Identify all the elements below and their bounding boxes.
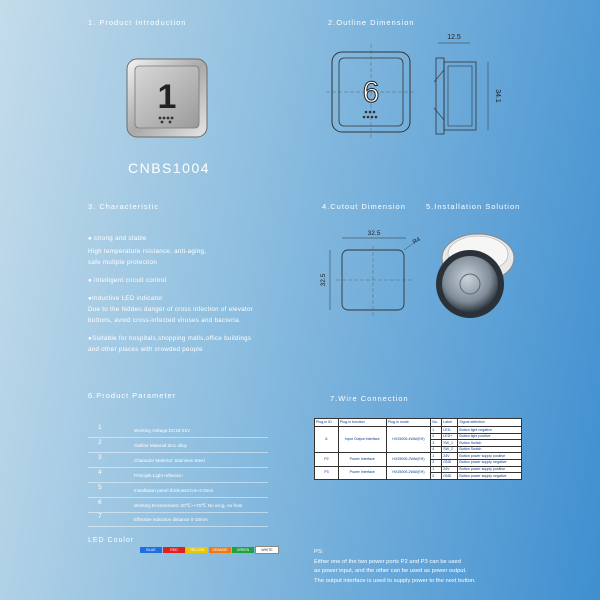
parameter-text: Principle:Light reflection [134,473,183,478]
ps-title: PS: [314,549,324,555]
cutout-height-label: 32.5 [320,273,327,287]
wire-label: LED+ [442,433,458,440]
section-title-outline: 2.Outline Dimension [328,18,415,27]
wire-plug-id: P3 [315,466,339,479]
parameter-row [88,512,268,527]
wire-header-cell: Plug-in ID [315,419,339,427]
outline-dimension-drawing [326,34,506,150]
parameter-num: 7 [98,513,102,520]
parameter-num: 2 [98,439,102,446]
wire-connection-table [314,418,522,480]
parameter-num: 3 [98,454,102,461]
parameter-text: Character Material: Stainless Steel [134,458,205,463]
wire-signal: Button power supply positive [458,453,522,460]
wire-signal: Button light positive [458,433,522,440]
led-swatch-red: RED [163,547,185,553]
wire-row [315,466,522,473]
parameter-row [88,423,268,438]
ps-line: as power input, and the other can be used as power output. [314,568,467,574]
parameter-row [88,483,268,498]
wire-row [315,427,522,434]
wire-no: 2 [431,433,442,440]
wire-signal: Button Switch [458,440,522,447]
wire-no: 3 [431,440,442,447]
wire-signal: Button power supply negative [458,459,522,466]
parameter-text: Working Voltage:DC18-32V [134,428,191,433]
wire-plug-mode: HX25005-2WAI(EH) [386,453,431,466]
wire-plug-mode: HX25005-4WAI(EH) [386,427,431,453]
section-title-parameter: 6.Product Parameter [88,391,177,400]
wire-label: SW_2 [442,446,458,453]
parameter-row [88,468,268,483]
char-line: buttons, avoid cross-infected viruses and bacteria. [88,317,241,324]
led-swatch-white: WHITE [255,546,279,554]
wire-label: GND [442,459,458,466]
installation-image [426,226,516,322]
wire-signal: Button power supply negative [458,473,522,480]
parameter-text: Installation panel thickness:0.8~3.0mm [134,488,214,493]
led-colour-swatches [140,538,280,556]
wire-header-cell: Signal definition [458,419,522,427]
wire-label: SW_1 [442,440,458,447]
wire-no: 2 [431,459,442,466]
wire-header-cell: Plug-in mode [386,419,431,427]
char-line: Due to the hidden danger of cross infection of elevator [88,306,254,313]
wire-plug-function: Power Interface [338,466,386,479]
wire-no: 4 [431,446,442,453]
led-swatch-green: GREEN [232,547,254,553]
char-line: safe mutiple protection [88,259,158,266]
wire-signal: Button light negative [458,427,522,434]
parameter-num: 4 [98,469,102,476]
outline-width-label: 12.5 [447,34,461,41]
button-digit: 1 [157,78,177,116]
wire-no: 1 [431,466,442,473]
char-line: and other places with crowded people [88,346,203,353]
wire-signal: Button power supply positive [458,466,522,473]
parameter-num: 1 [98,424,102,431]
parameter-row [88,438,268,453]
wire-label: GND [442,473,458,480]
product-button-image [126,58,208,138]
wire-label: LED- [442,427,458,434]
led-swatch-yellow: YELLOW [186,547,208,553]
led-swatch-blue: BLUE [140,547,162,553]
wire-plug-id: P2 [315,453,339,466]
cutout-dimension-drawing [316,226,422,318]
wire-plug-function: Input Output Interface [338,427,386,453]
led-colour-label: LED Coulor [88,537,135,544]
wire-no: 1 [431,453,442,460]
ps-line: The output interface is used to supply power to the next button. [314,577,476,584]
wire-plug-id: I1 [315,427,339,453]
model-number: CNBS1004 [128,160,211,176]
char-line: ●Suitable for hospitals,shopping malls,office buildings [88,335,252,342]
wire-label: 24V [442,453,458,460]
ps-line: Either one of the two power ports P2 and P3 can be used [314,558,461,565]
section-title-product-intro: 1. Product Introduction [88,18,187,27]
section-title-characteristic: 3. Characteristic [88,202,160,211]
wire-no: 1 [431,427,442,434]
parameter-row [88,453,268,468]
parameter-text: Outline Material:Zinc alloy [134,443,187,448]
wire-label: 24V [442,466,458,473]
parameter-row [88,498,268,513]
char-line: ● intelligent circuit control [88,277,167,284]
char-line: High temperature rsistance, anti-aging, [88,248,207,255]
outline-digit: 6 [362,76,380,109]
section-title-wire: 7.Wire Connection [330,394,409,403]
cutout-width-label: 32.5 [367,230,381,237]
characteristic-list [88,234,303,354]
ps-notes [314,548,544,586]
char-line: ● strong and stable [88,235,147,242]
parameter-num: 5 [98,484,102,491]
wire-plug-function: Power Interface [338,453,386,466]
wire-plug-mode: HX25005-2WAI(EH) [386,466,431,479]
wire-signal: Button Switch [458,446,522,453]
outline-height-label: 34.1 [494,89,501,103]
led-swatch-orange: ORANGE [209,547,231,553]
section-title-cutout: 4.Cutout Dimension [322,202,406,211]
parameter-text: Working Environment:-20℃~+70℃ No icing, no frost [134,503,243,508]
wire-header-cell: Plug-in function [338,419,386,427]
cutout-radius-label: R4 [412,236,422,246]
char-line: ●Inductive LED indicator [88,295,163,302]
wire-header-cell: Label [442,419,458,427]
wire-no: 2 [431,473,442,480]
wire-row [315,453,522,460]
wire-header-cell: No. [431,419,442,427]
section-title-installation: 5.Installation Solution [426,202,521,211]
parameter-num: 6 [98,499,102,506]
parameter-text: Effective induction distance 0-10mm [134,517,208,522]
